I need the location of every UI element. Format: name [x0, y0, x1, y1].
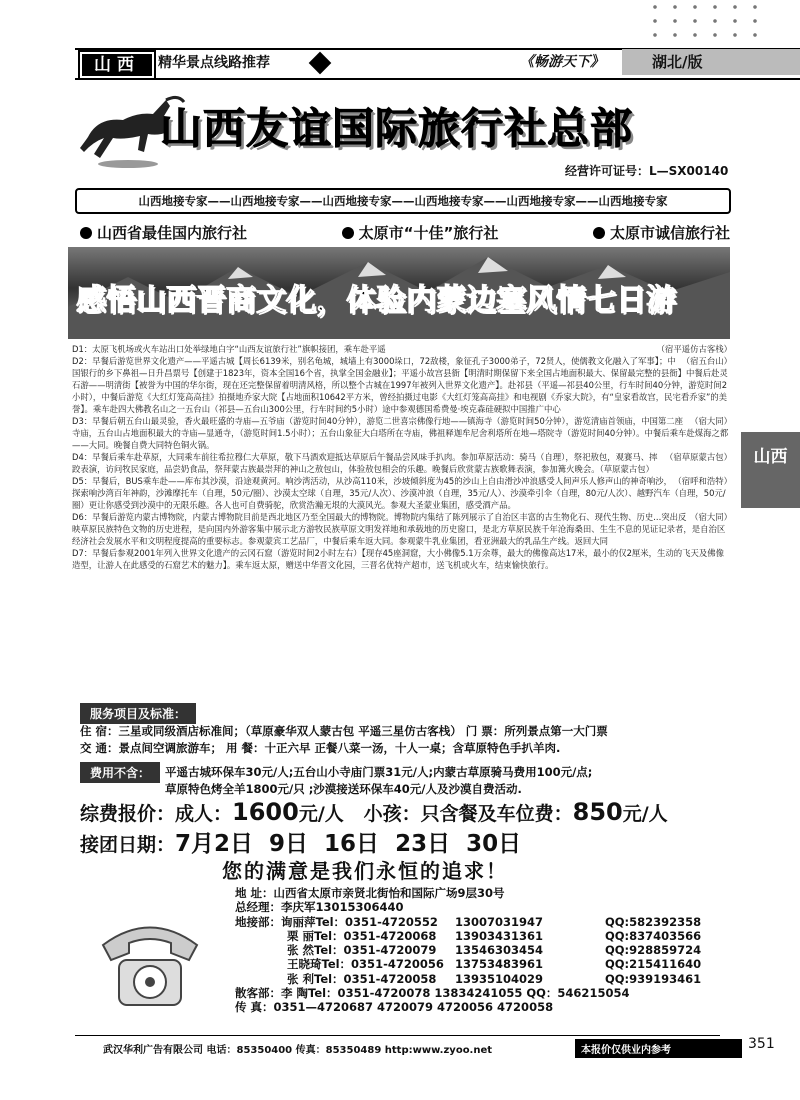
honor-item: 太原市诚信旅行社 — [593, 222, 730, 243]
itinerary-day: （宿五台山） D2：早餐后游览世界文化遗产——平遥古城【周长6139米，别名龟城，城墙上有3000垛口，72敌楼，象征孔子3000弟子，72贤人，使儒教文化融入了军事】；中国银行的乡下鼻祖—日升昌票号【创建于1823年，资本全国16个省，执掌全国金融业】；平遥小故宫县衙【明清时期保留下来全国占地面积最大、保留最完整的县衙】中餐后赴灵石游——明清街【被誉为中国的华尔街，现在还完整保留着明清风格，所以整个古城在1997年被列入世界文化遗产】。赴祁县（平遥—祁县40公里，行车时间40分钟，游览时间2小时），中餐后游览《大红灯笼高高挂》拍摄地乔家大院【占地面积10642平方米，曾经拍摄过电影《大红灯笼高高挂》和电视剧《乔家大院》，有“皇家看故宫，民宅看乔家”的美誉】。乘车赴四大佛教名山之一五台山（祁县—五台山300公里，行车时间约5小时）途中参观德国希费曼·埃克森硅硬拟中国推广中心 — [72, 356, 732, 414]
contact-row: 王晓琦Tel：0351-4720056 13753483961 QQ:215411640 — [287, 957, 702, 972]
contact-row: 栗 丽Tel：0351-4720068 13903431361 QQ:837403566 — [287, 928, 702, 943]
itinerary-day: （宿草原蒙古包） D4：早餐后乘车赴草原，大同乘车前往希拉穆仁大草原，敬下马酒欢迎抵达草原后午餐品尝风味手扒肉。参加草原活动：骑马（自理），祭祀敖包，观赛马、摔跤表演，访问牧民家庭，品尝奶食品，祭拜蒙古族最崇拜的神山之敖包山，体验敖包相会的乐趣。晚餐后欣赏蒙古族歌舞表演，参加篝火晚会。（草原蒙古包） — [72, 452, 732, 474]
page-number: 351 — [748, 1036, 775, 1052]
mountain-banner — [68, 247, 730, 339]
bullet-icon — [342, 227, 354, 239]
contact-block — [235, 886, 735, 1015]
services-line: 交 通：景点间空调旅游车； 用 餐：十正六早 正餐八菜一汤，十人一桌；含草原特色手扒羊肉. — [80, 741, 561, 755]
sales-contact: 散客部：李 陶Tel：0351-4720078 13834241055 QQ：546215054 — [235, 986, 630, 1001]
license-number: 经营许可证号：L—SX00140 — [565, 164, 729, 178]
region-tag: 山西 — [80, 52, 154, 78]
contact-row: 张 利Tel：0351-4720058 13935104029 QQ:939193461 — [287, 971, 702, 986]
services-label: 服务项目及标准： — [80, 703, 196, 724]
price-line: 综费报价：成人：1600元/人 小孩：只含餐及车位费：850元/人 — [80, 798, 668, 826]
bullet-icon — [80, 227, 92, 239]
slogan: 您的满意是我们永恒的追求！ — [222, 859, 508, 883]
adult-price: 1600 — [232, 798, 299, 826]
date-list: 7月2日 9日 16日 23日 30日 — [175, 831, 522, 857]
departure-dates: 接团日期：7月2日 9日 16日 23日 30日 — [80, 831, 522, 857]
contact-row: 地接部：询丽萍Tel：0351-4720552 13007031947 QQ:582392358 — [235, 914, 702, 929]
child-price: 850 — [572, 798, 623, 826]
address: 地 址：山西省太原市亲贤北街怡和国际广场9层30号 — [235, 886, 505, 900]
itinerary-day: （宿大同） D6：早餐后游览内蒙古博物院，内蒙古博物院目前是西北地区乃至全国最大的博物院。博物院内集结了陈列展示了自治区丰富的古生物化石、现代生物、历史...突出反映草原民族特色文物的历史进程，是向国内外游客集中展示北方游牧民族草原文明发祥地和承载地的历史窗口，是北方草原民族千年沧海桑田、生生不息的见证记录者，是自治区经济社会发展水平和文明程度提高的重要标志。参观蒙宾工艺品厂，中餐后乘车返大同。参观蒙牛乳业集团，看亚洲最大的乳品生产线。返回大同 — [72, 512, 732, 546]
honor-item: 山西省最佳国内旅行社 — [80, 222, 247, 243]
manager: 总经理：李庆军13015306440 — [235, 900, 404, 915]
excluded-label: 费用不含： — [80, 762, 160, 783]
footer-note: 本报价仅供业内参考 — [575, 1039, 742, 1058]
bullet-icon — [593, 227, 605, 239]
fax: 传 真：0351—4720687 4720079 4720056 4720058 — [235, 1000, 554, 1015]
footer — [75, 1035, 720, 1056]
itinerary-list — [72, 343, 732, 571]
side-region-tab: 山西 — [741, 432, 800, 508]
excluded-line: 平遥古城环保车30元/人;五台山小寺庙门票31元/人;内蒙古草原骑马费用100元/点; — [165, 765, 593, 779]
excluded-line: 草原特色烤全羊1800元/只 ;沙漠接送环保车40元/人及沙漠自费活动. — [165, 782, 522, 796]
itinerary-day: （宿大同） D3：早餐后朝五台山最灵验，香火最旺盛的寺庙—五爷庙（游览时间40分钟），游览二世喜宗佛像行地——镇海寺（游览时间50分钟），游览清庙首领庙，中国第二座寺庙，五台山占地面积最大的寺庙—显通寺，（游览时间1.5小时）；五台山象征大白塔所在寺庙，佛祖释迦牟尼舍利塔所在地—塔院寺（游览时间40分钟）。中餐后乘车赴煤海之都——大同。晚餐自费大同特色铜火锅。 — [72, 416, 732, 450]
itinerary-day: （宿呼和浩特） D5：早餐后，BUS乘车赴——库布其沙漠，沿途观黄河。响沙湾活动，从沙高110米，沙坡倾斜度为45的沙山上自由滑沙冲浪感受人间声乐人修声山的神奇响沙，探索响沙湾百年神韵，沙滩摩托车（自理，50元/圈）、沙漠太空球（自理，35元/人次）、沙漠冲浪（自理，35元/人）、沙漠牵引伞（自理，80元/人次）、越野汽车（自理，50元/圈）更让你感受到沙漠中的无限乐趣。各人也可自费骑驼，欣赏浩瀚无垠的大漠风光。参观大圣蒙业集团，感受酒产品。 — [72, 476, 732, 510]
company-title: 山西友谊国际旅行社总部 — [160, 104, 634, 153]
specialist-strip: 山西地接专家——山西地接专家——山西地接专家——山西地接专家——山西地接专家——山西地接专家 — [75, 188, 731, 214]
telephone-icon — [95, 905, 205, 1015]
header-subtitle: 精华景点线路推荐 — [158, 55, 270, 71]
dot-pattern — [645, 0, 765, 40]
brand-name: 《畅游天下》 — [520, 54, 604, 70]
itinerary-day: （宿平遥仿古客栈） D1：太原飞机场或火车站出口处举绿地白字“山西友谊旅行社”旗帜接团，乘车赴平遥 — [72, 344, 732, 354]
province-tag: 湖北/版 — [622, 49, 800, 75]
banner-title: 感悟山西晋商文化，体验内蒙边塞风情七日游 — [76, 283, 676, 318]
itinerary-day: D7：早餐后参观2001年列入世界文化遗产的云冈石窟（游览时间2小时左右）【现存45座洞窟，大小佛像5.1万余尊，最大的佛像高达17米，最小的仅2厘米，生动的飞天及佛像造型，让游人在此感受的石窟艺术的魅力】。乘车返太原，赠送中华晋文化园，三晋名优特产超市，送飞机或火车，结束愉快旅行。 — [72, 548, 725, 570]
footer-publisher: 武汉华利广告有限公司 电话：85350400 传真：85350489 http:www.zyoo.net — [103, 1045, 493, 1056]
honor-list — [80, 222, 730, 243]
contact-row: 张 然Tel：0351-4720079 13546303454 QQ:928859724 — [287, 943, 702, 958]
honor-item: 太原市“十佳”旅行社 — [342, 222, 499, 243]
services-line: 住 宿：三星或同级酒店标准间；（草原豪华双人蒙古包 平遥三星仿古客栈） 门 票：所列景点第一大门票 — [80, 724, 608, 738]
